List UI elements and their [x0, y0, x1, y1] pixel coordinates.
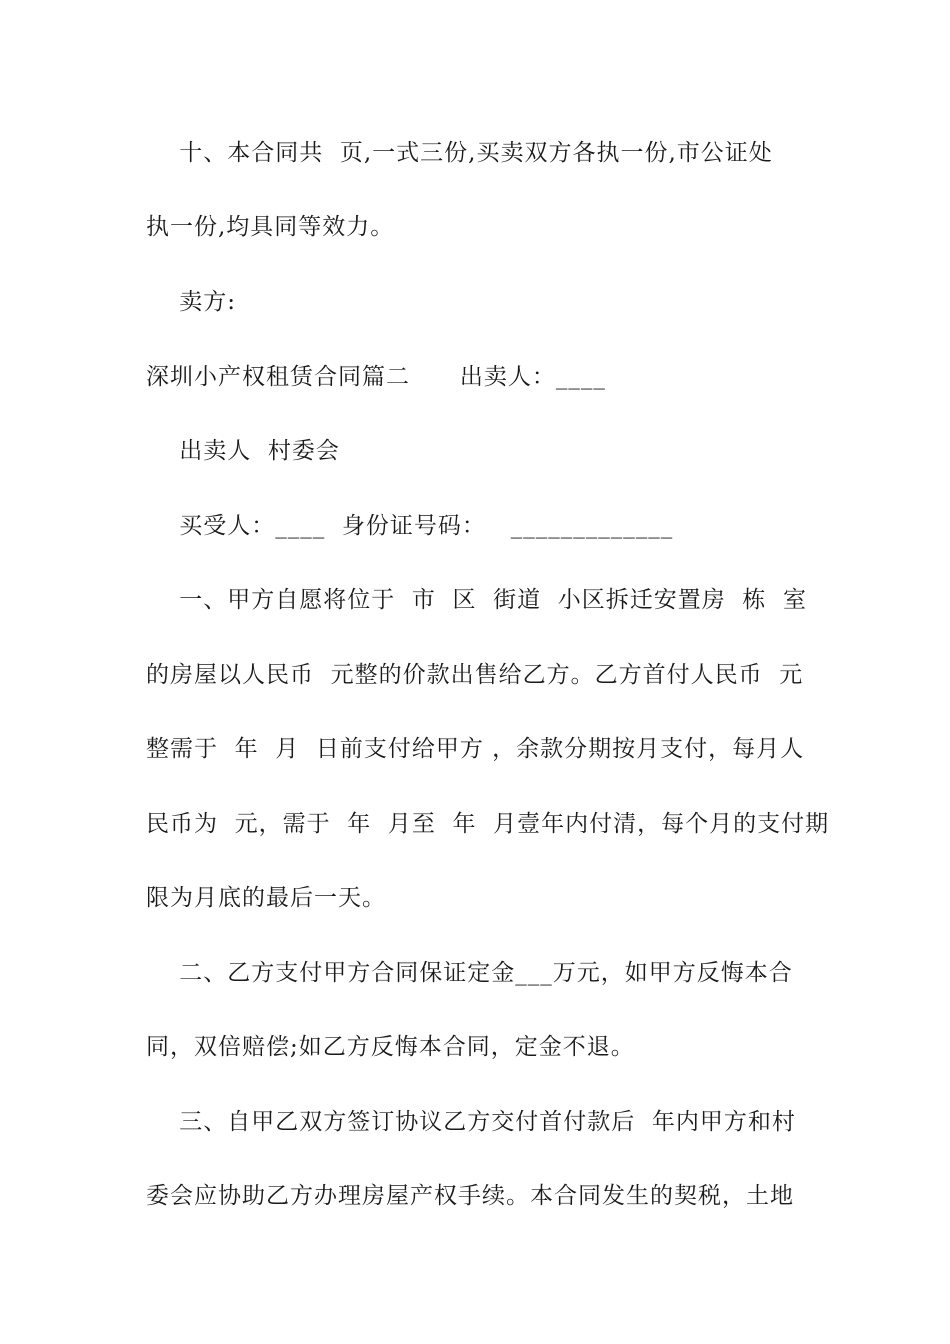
text-line: 的房屋以人民币 元整的价款出售给乙方。乙方首付人民币 元 [146, 662, 804, 688]
text-line: 一、甲方自愿将位于 市 区 街道 小区拆迁安置房 栋 室 [146, 587, 807, 613]
text-line: 执一份,均具同等效力。 [146, 214, 395, 240]
text-line: 整需于 年 月 日前支付给甲方 ，余款分期按月支付，每月人 [146, 736, 805, 762]
section-heading: 深圳小产权租赁合同篇二 出卖人：____ [146, 364, 606, 390]
text-line: 限为月底的最后一天。 [146, 885, 386, 911]
text-line: 同，双倍赔偿;如乙方反悔本合同，定金不退。 [146, 1034, 635, 1060]
text-line: 出卖人 村委会 [146, 438, 340, 464]
text-line: 三、自甲乙双方签订协议乙方交付首付款后 年内甲方和村 [146, 1109, 796, 1135]
text-line: 十、本合同共 页,一式三份,买卖双方各执一份,市公证处 [146, 140, 773, 166]
text-line: 买受人：____ 身份证号码： _____________ [146, 513, 674, 539]
text-line: 卖方: [146, 289, 236, 315]
text-line: 委会应协助乙方办理房屋产权手续。本合同发生的契税，土地 [146, 1183, 794, 1209]
text-line: 民币为 元，需于 年 月至 年 月壹年内付清，每个月的支付期 [146, 811, 830, 837]
text-line: 二、乙方支付甲方合同保证定金___万元，如甲方反悔本合 [146, 960, 793, 986]
